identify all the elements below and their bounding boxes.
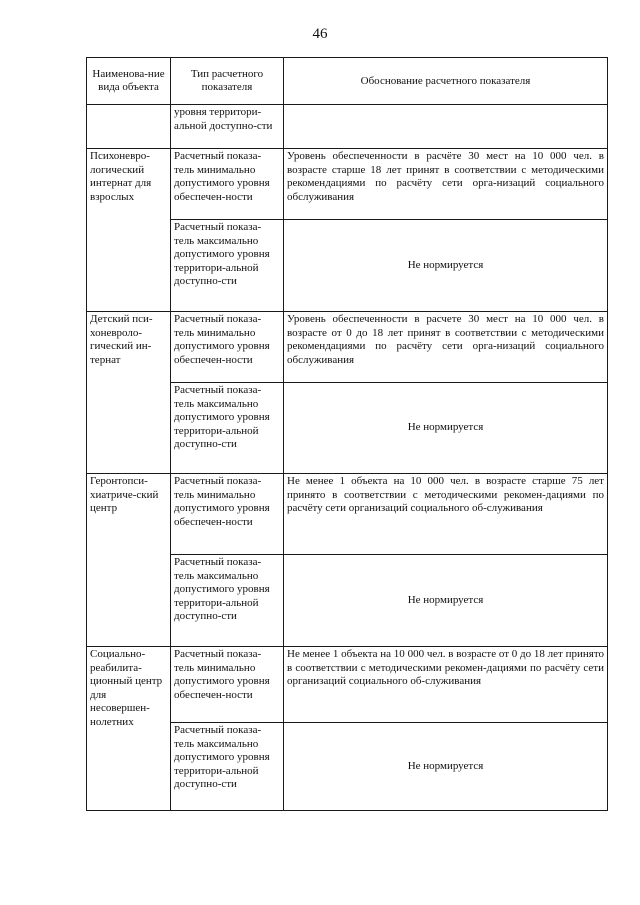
max-justification-cell: Не нормируется — [284, 220, 608, 312]
continuation-object-cell — [87, 105, 171, 149]
table-row — [87, 312, 608, 383]
min-justification-cell: Уровень обеспеченности в расчёте 30 мест на 10 000 чел. в возрасте старше 18 лет принят в соответствии с методическими рекомендациями по расчёту сети орга-низаций социального обслуживания — [284, 149, 608, 220]
header-justification: Обоснование расчетного показателя — [284, 58, 608, 105]
min-justification-cell: Не менее 1 объекта на 10 000 чел. в возрасте от 0 до 18 лет принято в соответствии с методическими рекомен-дациями по расчёту сети организаций социального об-служивания — [284, 647, 608, 723]
max-indicator-type-cell: Расчетный показа-тель максимально допустимого уровня территори-альной доступно-сти — [171, 220, 284, 312]
page-number: 46 — [312, 26, 328, 42]
max-indicator-type-cell: Расчетный показа-тель максимально допустимого уровня территори-альной доступно-сти — [171, 383, 284, 474]
min-indicator-type-cell: Расчетный показа-тель минимально допустимого уровня обеспечен-ности — [171, 474, 284, 555]
min-indicator-type-cell: Расчетный показа-тель минимально допустимого уровня обеспечен-ности — [171, 647, 284, 723]
continuation-justification-cell — [284, 105, 608, 149]
max-justification-cell: Не нормируется — [284, 723, 608, 811]
object-name-cell: Геронтопси-хиатриче-ский центр — [87, 474, 171, 647]
min-justification-cell: Не менее 1 объекта на 10 000 чел. в возрасте старше 75 лет принято в соответствии с методическими рекомен-дациями по расчёту сети организаций социального об-служивания — [284, 474, 608, 555]
min-indicator-type-cell: Расчетный показа-тель минимально допустимого уровня обеспечен-ности — [171, 149, 284, 220]
max-indicator-type-cell: Расчетный показа-тель максимально допустимого уровня территори-альной доступно-сти — [171, 555, 284, 647]
max-indicator-type-cell: Расчетный показа-тель максимально допустимого уровня территори-альной доступно-сти — [171, 723, 284, 811]
table-row — [87, 474, 608, 555]
object-name-cell: Социально-реабилита-ционный центр для несовершен-нолетних — [87, 647, 171, 811]
header-object-name: Наименова-ние вида объекта — [87, 58, 171, 105]
object-name-cell: Психоневро-логический интернат для взрослых — [87, 149, 171, 312]
min-justification-cell: Уровень обеспеченности в расчете 30 мест на 10 000 чел. в возрасте от 0 до 18 лет принят в соответствии с методическими рекомендациями по расчёту сети орга-низаций социального обслуживания — [284, 312, 608, 383]
table-header-row — [87, 58, 608, 105]
min-indicator-type-cell: Расчетный показа-тель минимально допустимого уровня обеспечен-ности — [171, 312, 284, 383]
continuation-row — [87, 105, 608, 149]
continuation-type-cell: уровня территори-альной доступно-сти — [171, 105, 284, 149]
standards-table — [86, 57, 608, 811]
max-justification-cell: Не нормируется — [284, 383, 608, 474]
header-indicator-type: Тип расчетного показателя — [171, 58, 284, 105]
max-justification-cell: Не нормируется — [284, 555, 608, 647]
object-name-cell: Детский пси-хоневроло-гический ин-тернат — [87, 312, 171, 474]
table-row — [87, 149, 608, 220]
table-row — [87, 647, 608, 723]
